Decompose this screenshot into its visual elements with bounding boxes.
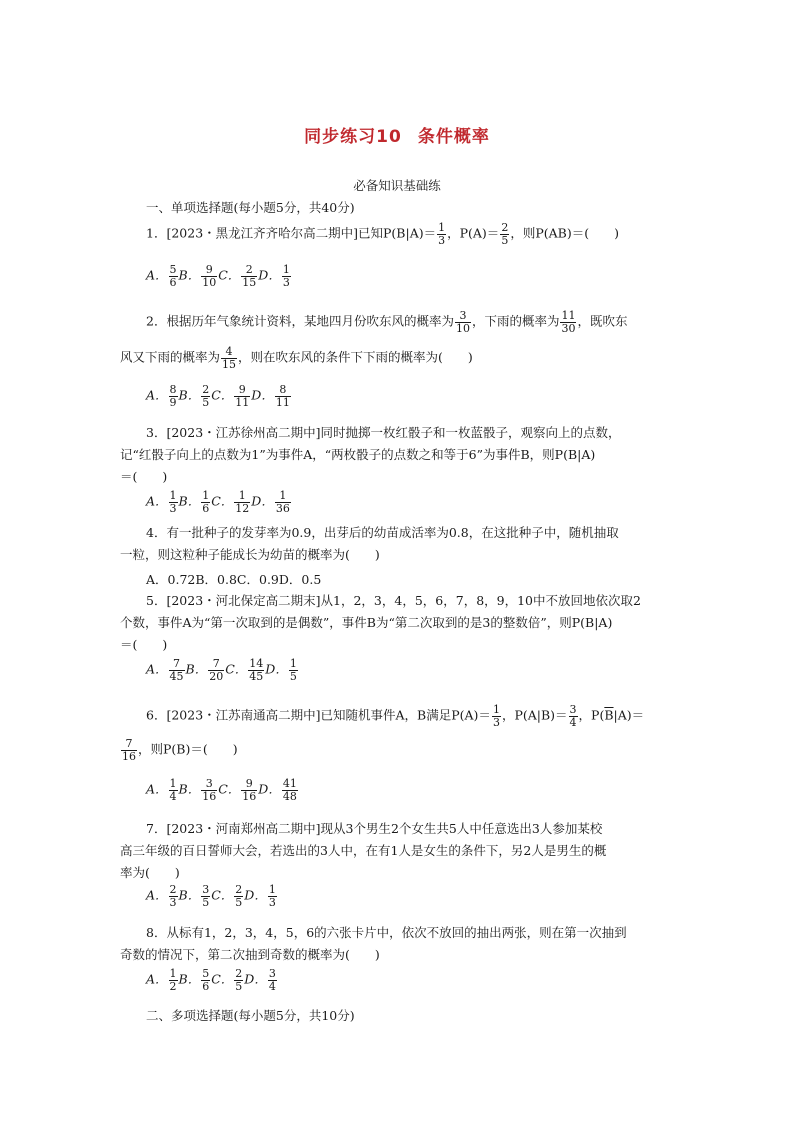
question-7-options: A． $\frac{2}{3}$ B． $\frac{3}{5}$ C． $\frac{2}{5}$ D． $\frac{1}{3}$	[146, 883, 276, 909]
question-5: 5．[2023・河北保定高二期末]从1，2，3，4，5，6，7，8，9，10中不放回地依次取2 个数，事件A为“第一次取到的是偶数”，事件B为“第二次取到的是3的整数倍”，则P(B|A) ＝( )	[120, 593, 641, 652]
question-8: 8．从标有1，2，3，4，5，6的六张卡片中，依次不放回的抽出两张，则在第一次抽到 奇数的情况下，第二次抽到奇数的概率为( )	[120, 925, 627, 962]
question-1: 1．[2023・黑龙江齐齐哈尔高二期中]已知P(B|A)＝ $\frac{1}{3}$ ，P(A)＝ $\frac{2}{5}$ ，则P(AB)＝( )	[146, 221, 619, 247]
question-5-options: A． $\frac{7}{45}$ B． $\frac{7}{20}$ C． $\frac{14}{45}$ D． $\frac{1}{5}$	[146, 657, 297, 683]
fraction: $\frac{1}{3}$	[438, 221, 446, 247]
question-6: 6．[2023・江苏南通高二期中]已知随机事件A，B满足P(A)＝ $\frac{1}{3}$ ，P(A|B)＝ $\frac{3}{4}$ ，$P(\overline{B}|A)=$ $\frac{7}{16}$ ，则P(B)＝( )	[122, 703, 645, 763]
subtitle: 必备知识基础练	[353, 178, 441, 193]
question-7: 7．[2023・河南郑州高二期中]现从3个男生2个女生共5人中任意选出3人参加某校 高三年级的百日誓师大会，若选出的3人中，在有1人是女生的条件下，另2人是男生的概 率为( )	[120, 821, 607, 880]
question-6-options: A． $\frac{1}{4}$ B． $\frac{3}{16}$ C． $\frac{9}{16}$ D． $\frac{41}{48}$	[146, 777, 297, 803]
question-2-options: A． $\frac{8}{9}$ B． $\frac{2}{5}$ C． $\frac{9}{11}$ D． $\frac{8}{11}$	[146, 383, 290, 409]
title-topic: 条件概率	[417, 127, 490, 147]
question-3: 3．[2023・江苏徐州高二期中]同时抛掷一枚红骰子和一枚蓝骰子，观察向上的点数， 记“红骰子向上的点数为1”为事件A，“两枚骰子的点数之和等于6”为事件B，则P(B|A) ＝( )	[120, 425, 621, 484]
question-4: 4．有一批种子的发芽率为0.9，出芽后的幼苗成活率为0.8，在这批种子中，随机抽取 一粒，则这粒种子能成长为幼苗的概率为( )	[120, 525, 619, 562]
section-heading-single-choice: 一、单项选择题(每小题5分，共40分)	[146, 200, 355, 215]
question-3-options: A． $\frac{1}{3}$ B． $\frac{1}{6}$ C． $\frac{1}{12}$ D． $\frac{1}{36}$	[146, 489, 290, 515]
question-4-options: A．0.72B．0.8C．0.9D．0.5	[146, 572, 322, 587]
title-main: 同步练习10	[304, 127, 402, 147]
section-heading-multiple-choice: 二、多项选择题(每小题5分，共10分)	[146, 1008, 355, 1023]
question-2: 2．根据历年气象统计资料，某地四月份吹东风的概率为 $\frac{3}{10}$ ，下雨的概率为 $\frac{11}{30}$ ，既吹东 风又下雨的概率为 $\frac{4}{15}$ ，则在吹东风的条件下下雨的概率为( )	[120, 309, 628, 371]
fraction: $\frac{2}{5}$	[501, 221, 509, 247]
page-title	[0, 122, 794, 147]
question-8-options: A． $\frac{1}{2}$ B． $\frac{5}{6}$ C． $\frac{2}{5}$ D． $\frac{3}{4}$	[146, 967, 276, 993]
question-1-options: A． $\frac{5}{6}$ B． $\frac{9}{10}$ C． $\frac{2}{15}$ D． $\frac{1}{3}$	[146, 263, 290, 289]
